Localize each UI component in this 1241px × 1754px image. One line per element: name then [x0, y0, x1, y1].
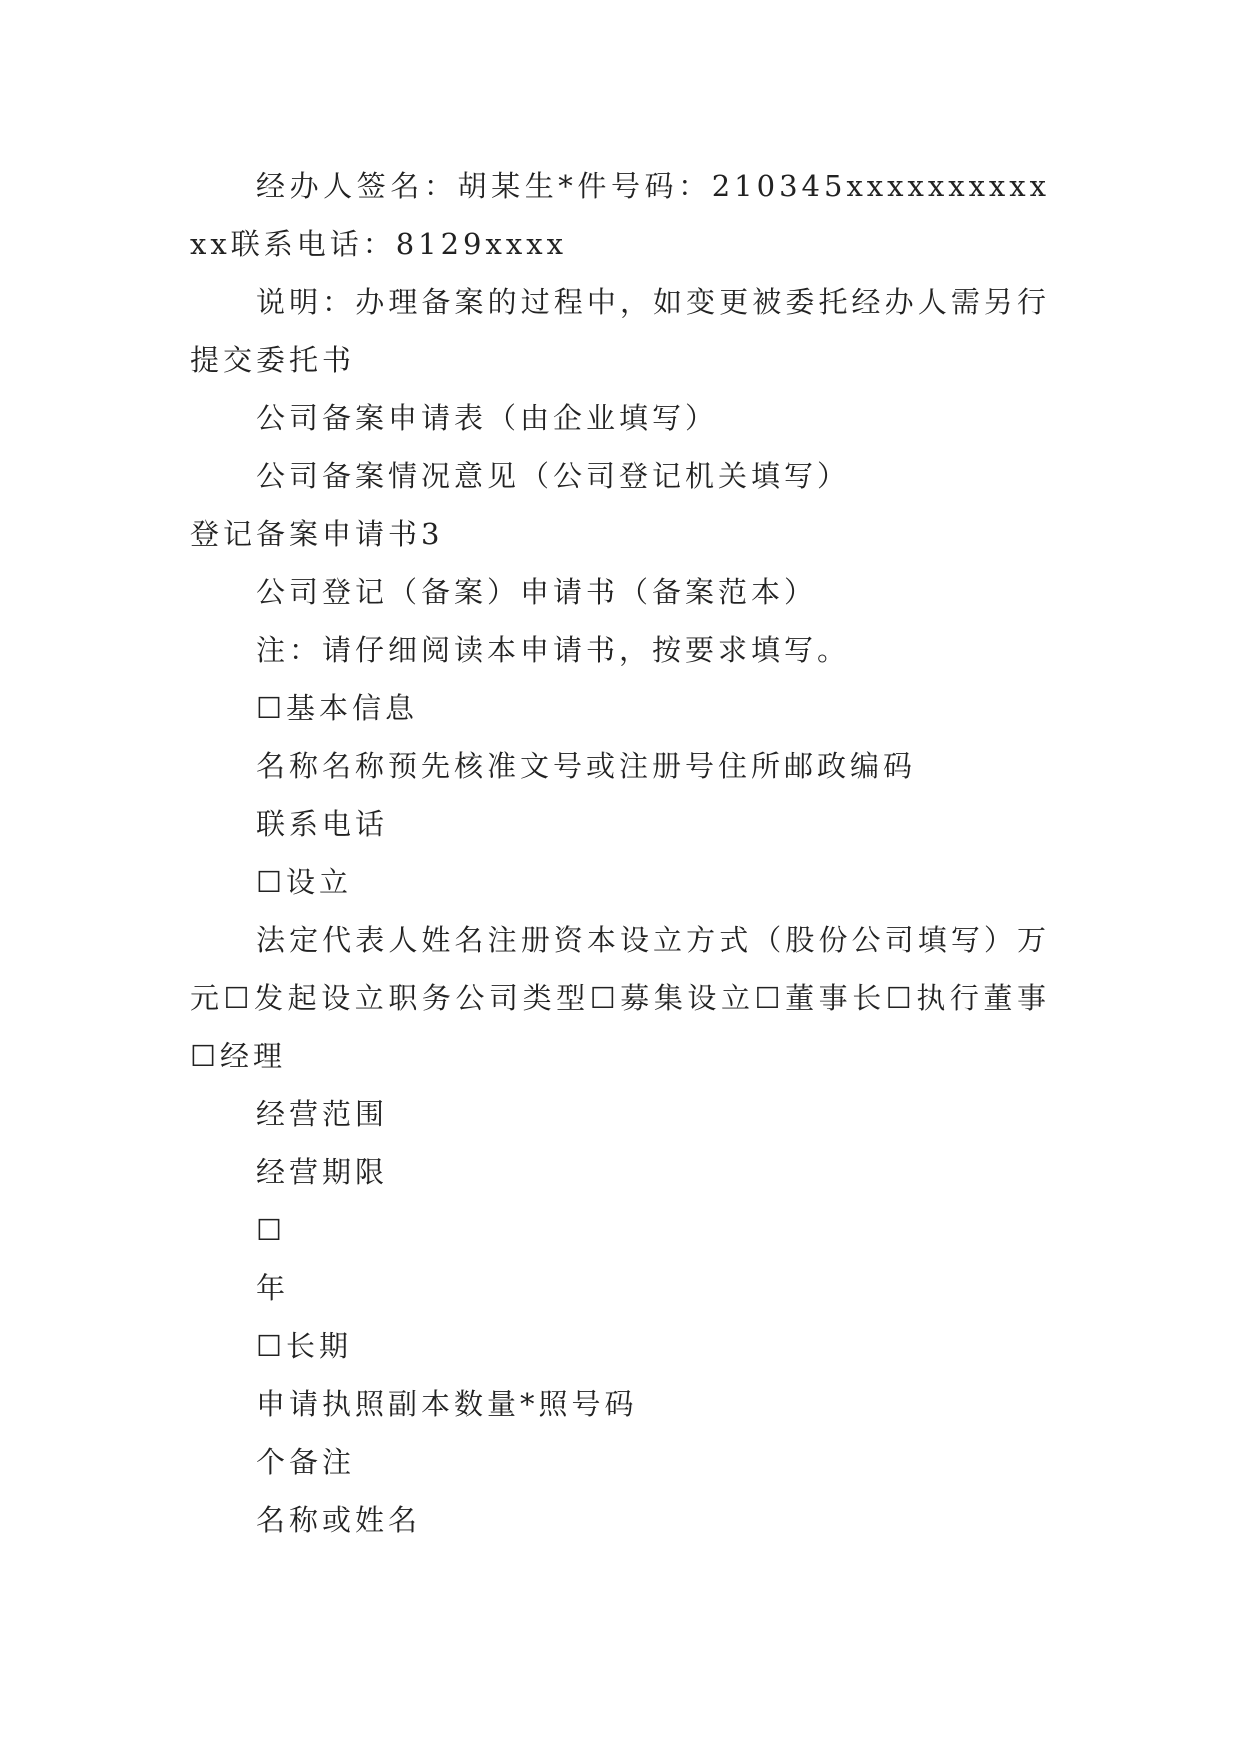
license-copies-field: 申请执照副本数量*照号码	[256, 1387, 638, 1421]
form-note: 注：请仔细阅读本申请书，按要求填写。	[256, 633, 851, 667]
contact-phone-field: 联系电话	[256, 807, 389, 841]
basic-info-fields: 名称名称预先核准文号或注册号住所邮政编码	[256, 749, 917, 783]
agent-signature-line: 经办人签名：胡某生*件号码：210345xxxxxxxxxxxx联系电话：8129xxxx	[190, 169, 1050, 261]
instruction-note: 说明：办理备案的过程中，如变更被委托经办人需另行提交委托书	[190, 285, 1050, 377]
form-title: 公司登记（备案）申请书（备案范本）	[256, 575, 818, 609]
term-checkbox: ☐	[256, 1213, 286, 1247]
application-form-heading: 公司备案申请表（由企业填写）	[256, 401, 719, 435]
business-term-field: 经营期限	[256, 1155, 389, 1189]
business-scope-field: 经营范围	[256, 1097, 389, 1131]
basic-info-checkbox-label: ☐基本信息	[256, 691, 418, 725]
establishment-fields: 法定代表人姓名注册资本设立方式（股份公司填写）万元☐发起设立职务公司类型☐募集设立☐董事长☐执行董事☐经理	[190, 923, 1050, 1073]
remarks-field: 个备注	[256, 1445, 356, 1479]
section-title: 登记备案申请书3	[190, 517, 444, 551]
term-years-label: 年	[256, 1271, 290, 1305]
establishment-checkbox-label: ☐设立	[256, 865, 352, 899]
name-field: 名称或姓名	[256, 1503, 422, 1537]
long-term-checkbox-label: ☐长期	[256, 1329, 352, 1363]
document-body	[190, 157, 1050, 1549]
registry-opinion-heading: 公司备案情况意见（公司登记机关填写）	[256, 459, 851, 493]
